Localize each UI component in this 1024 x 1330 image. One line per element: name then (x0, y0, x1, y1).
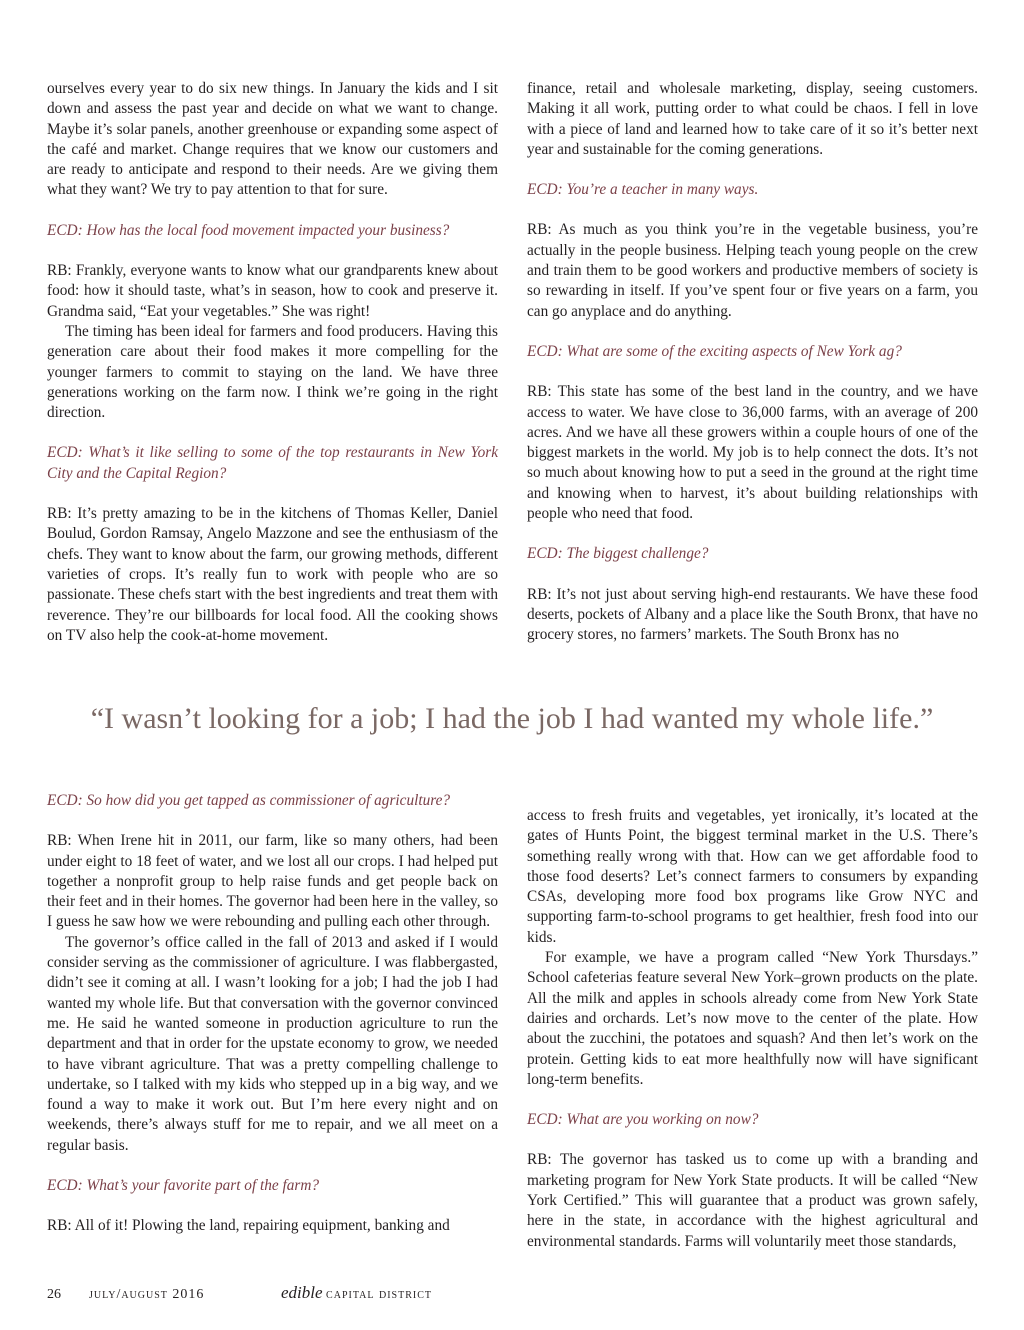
issue-date: july/august 2016 (89, 1287, 205, 1302)
magazine-brand-italic: edible (281, 1283, 323, 1302)
answer-paragraph: For example, we have a program called “New York Thursdays.” School cafeterias feature several New York–grown products on the plate. All the milk and apples in schools already come from New York State dairies and orchards. Let’s now move to the center of the plate. How about the zucchini, the potatoes and squash? And then let’s work on the protein. Getting kids to eat more healthfully now will have significant long-term benefits. (527, 949, 978, 1088)
answer-paragraph: finance, retail and wholesale marketing, display, seeing customers. Making it all work, putting order to what could be chaos. I fell in love with a piece of land and learned how to take care of it so it’s better next year and sustainable for the coming generations. (527, 80, 978, 158)
interview-question: ECD: What are some of the exciting aspects of New York ag? (527, 342, 902, 360)
column-2 (527, 79, 978, 646)
page-footer (47, 1283, 432, 1305)
column-4 (527, 806, 978, 1252)
answer-paragraph: The timing has been ideal for farmers and food producers. Having this generation care about their food makes it more compelling for the younger farmers to commit to staying on the land. We have three generations working on the farm now. I think we’re going in the right direction. (47, 322, 498, 422)
interview-question: ECD: What’s it like selling to some of the top restaurants in New York City and the Capital Region? (47, 444, 498, 482)
answer-paragraph: RB: As much as you think you’re in the vegetable business, you’re actually in the people business. Helping teach young people on the crew and train them to be good workers and productive members of society is so rewarding in itself. If you’ve spent four or five years on a farm, you can go anyplace and do anything. (527, 221, 978, 320)
answer-paragraph: RB: This state has some of the best land in the country, and we have access to water. We have close to 36,000 farms, with an average of 200 acres. And we have all these growers within a couple hours of one of the biggest markets in the world. My job is to help connect the dots. It’s not so much about knowing how to put a seed in the ground at the right time and knowing when to harvest, it’s about building relationships with people who need that food. (527, 383, 978, 523)
answer-paragraph: RB: It’s pretty amazing to be in the kitchens of Thomas Keller, Daniel Boulud, Gordon Ramsay, Angelo Mazzone and see the enthusiasm of the chefs. They want to know about the farm, our growing methods, different varieties of crops. It’s really fun to work with people who are so passionate. These chefs start with the best ingredients and treat them with reverence. They’re our billboards for local food. All the cooking shows on TV also help the cook-at-home movement. (47, 505, 498, 644)
answer-paragraph: RB: All of it! Plowing the land, repairing equipment, banking and (47, 1217, 450, 1235)
interview-question: ECD: The biggest challenge? (527, 545, 709, 563)
interview-question: ECD: What are you working on now? (527, 1111, 759, 1129)
magazine-brand-name: capital district (326, 1287, 432, 1302)
page-number: 26 (47, 1287, 61, 1302)
column-3 (47, 791, 498, 1237)
answer-paragraph: The governor’s office called in the fall of 2013 and asked if I would consider serving as the commissioner of agriculture. I was flabbergasted, didn’t see it coming at all. I wasn’t looking for a job; I had the job I had wanted my whole life. But that conversation with the governor convinced me. He said he wanted someone in production agriculture to run the department and that in order for the upstate economy to grow, we needed to have vibrant agriculture. That was a pretty compelling challenge to undertake, so I talked with my kids who stepped up in a big way, and we found a way to make it work out. But I’m here every night and on weekends, there’s always stuff for me to repair, and we all meet on a regular basis. (47, 933, 498, 1154)
interview-question: ECD: What’s your favorite part of the farm? (47, 1177, 320, 1195)
answer-paragraph: RB: It’s not just about serving high-end restaurants. We have these food deserts, pockets of Albany and a place like the South Bronx, that have no grocery stores, no farmers’ markets. The South Bronx has no (527, 585, 978, 644)
answer-paragraph: RB: Frankly, everyone wants to know what our grandparents knew about food: how it should taste, what’s in season, how to cook and preserve it. Grandma said, “Eat your vegetables.” She was right! (47, 262, 498, 320)
pull-quote: “I wasn’t looking for a job; I had the job I had wanted my whole life.” (90, 702, 934, 735)
answer-paragraph: RB: When Irene hit in 2011, our farm, like so many others, had been under eight to 18 feet of water, and we lost all our crops. I had helped put together a nonprofit group to help raise funds and get people back on their feet and in their homes. The governor had been here in the valley, so I guess he saw how we were rebounding and pulling each other through. (47, 832, 498, 931)
column-1 (47, 79, 498, 646)
answer-paragraph: ourselves every year to do six new things. In January the kids and I sit down and assess the past year and decide on what we want to change. Maybe it’s solar panels, another greenhouse or expanding some aspect of the café and market. Change requires that we know our customers and are ready to anticipate and respond to their needs. Are we giving them what they want? We try to pay attention to that for sure. (47, 80, 498, 199)
interview-question: ECD: How has the local food movement impacted your business? (47, 221, 450, 239)
answer-paragraph: RB: The governor has tasked us to come up with a branding and marketing program for New York State products. It will be called “New York Certified.” This will guarantee that a product was grown safely, here in the state, in accordance with the highest agricultural and environmental standards. Farms will voluntarily meet those standards, (527, 1151, 978, 1250)
interview-question: ECD: You’re a teacher in many ways. (527, 181, 759, 199)
interview-question: ECD: So how did you get tapped as commissioner of agriculture? (47, 792, 451, 809)
answer-paragraph: access to fresh fruits and vegetables, yet ironically, it’s located at the gates of Hunts Point, the biggest terminal market in the U.S. There’s something really wrong with that. How can we get affordable food to those food deserts? Let’s connect farmers to consumers by expanding CSAs, developing more food box programs like Grow NYC and supporting farm-to-school programs to get healthier, fresh food into our kids. (527, 807, 978, 946)
